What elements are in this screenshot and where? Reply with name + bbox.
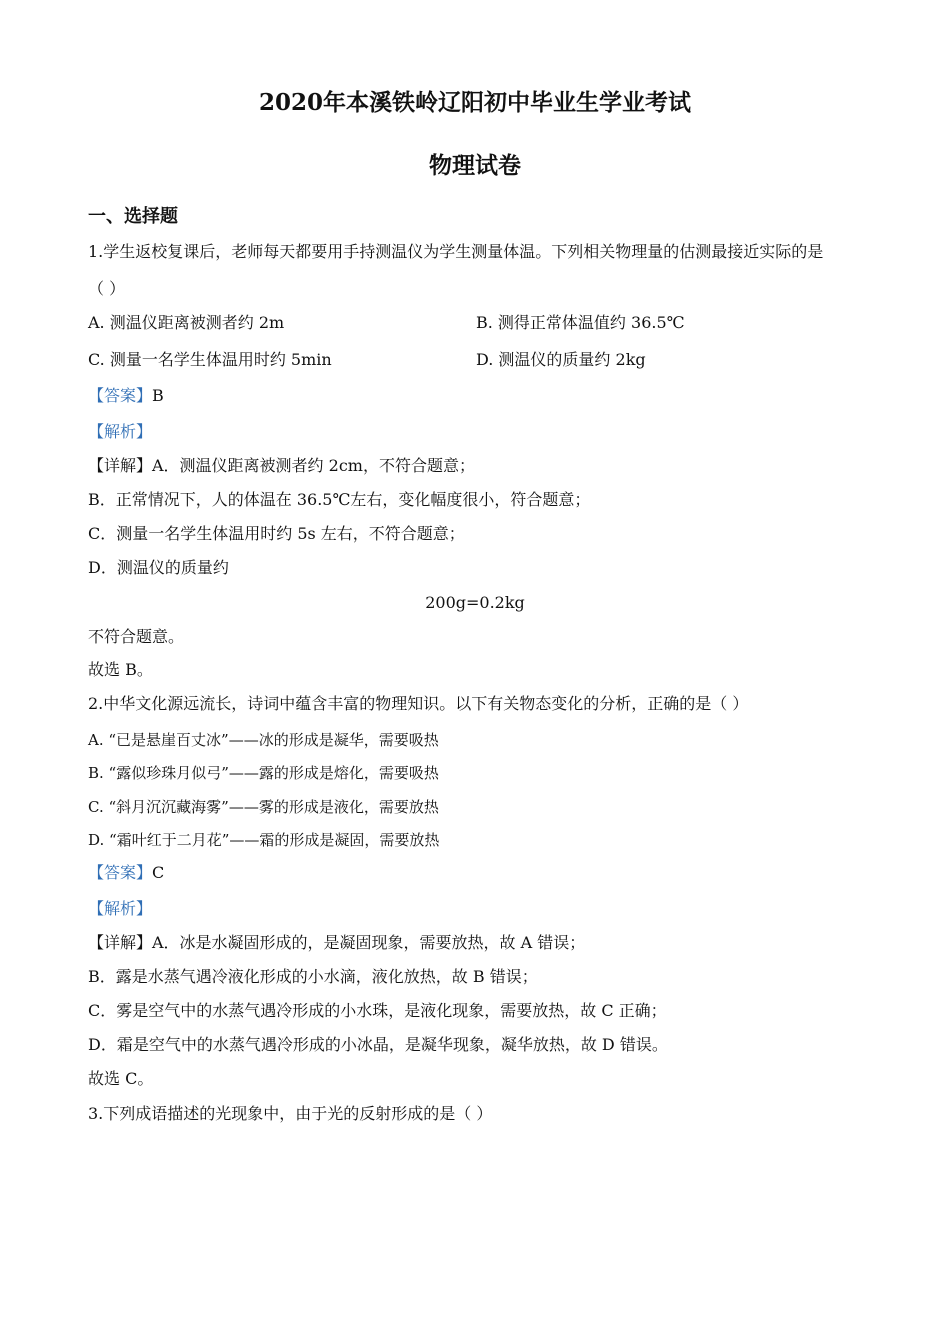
q2-option-b: B. “露似珍珠月似弓”——露的形成是熔化，需要吸热: [88, 764, 439, 782]
q2-stem: 2.中华文化源远流长，诗词中蕴含丰富的物理知识。以下有关物态变化的分析，正确的是（ ）: [88, 694, 749, 713]
q2-detail-c: C．雾是空气中的水蒸气遇冷形成的小水珠，是液化现象，需要放热，故 C 正确；: [88, 1001, 667, 1020]
q2-analysis-tag: 【解析】: [88, 899, 153, 918]
q1-option-d: D. 测温仪的质量约 2kg: [476, 350, 646, 369]
q2-option-c: C. “斜月沉沉藏海雾”——雾的形成是液化，需要放热: [88, 798, 439, 816]
q1-detail-b: B．正常情况下，人的体温在 36.5℃左右，变化幅度很小，符合题意；: [88, 490, 591, 509]
q2-option-d: D. “霜叶红于二月花”——霜的形成是凝固，需要放热: [88, 831, 440, 849]
q2-detail-a: 【详解】A．冰是水凝固形成的，是凝固现象，需要放热，故 A 错误；: [88, 933, 586, 952]
q2-answer: C: [152, 863, 165, 882]
q1-detail-d: D．测温仪的质量约: [88, 558, 229, 577]
q2-answer-tag: 【答案】: [88, 863, 153, 882]
q1-answer: B: [152, 386, 164, 405]
q1-detail-c: C．测量一名学生体温用时约 5s 左右，不符合题意；: [88, 524, 465, 543]
exam-subtitle: 物理试卷: [429, 152, 521, 179]
q2-answer-line: [88, 863, 164, 883]
section-heading: 一、选择题: [88, 206, 178, 227]
exam-title: 2020年本溪铁岭辽阳初中毕业生学业考试: [258, 89, 691, 116]
q1-option-b: B. 测得正常体温值约 36.5℃: [476, 313, 685, 332]
q3-stem: 3.下列成语描述的光现象中，由于光的反射形成的是（ ）: [88, 1104, 493, 1123]
q2-detail-b: B．露是水蒸气遇冷液化形成的小水滴，液化放热，故 B 错误；: [88, 967, 538, 986]
q1-paren: （ ）: [88, 279, 126, 298]
q1-detail-a: 【详解】A．测温仪距离被测者约 2cm，不符合题意；: [88, 456, 475, 475]
q1-option-c: C. 测量一名学生体温用时约 5min: [88, 350, 332, 369]
q2-conclusion: 故选 C。: [88, 1069, 154, 1088]
q2-option-a: A. “已是悬崖百丈冰”——冰的形成是凝华，需要吸热: [88, 731, 439, 749]
q2-detail-d: D．霜是空气中的水蒸气遇冷形成的小冰晶，是凝华现象，凝华放热，故 D 错误。: [88, 1035, 668, 1054]
q1-conclusion: 故选 B。: [88, 660, 153, 679]
q1-detail-d2: 不符合题意。: [88, 627, 185, 646]
q1-analysis-tag: 【解析】: [88, 422, 153, 441]
q1-formula: 200g=0.2kg: [425, 593, 525, 612]
q1-answer-tag: 【答案】: [88, 386, 153, 405]
q1-stem: 1.学生返校复课后，老师每天都要用手持测温仪为学生测量体温。下列相关物理量的估测最接近实际的是: [88, 242, 824, 261]
q1-answer-line: [88, 386, 164, 406]
q1-option-a: A. 测温仪距离被测者约 2m: [88, 313, 285, 332]
